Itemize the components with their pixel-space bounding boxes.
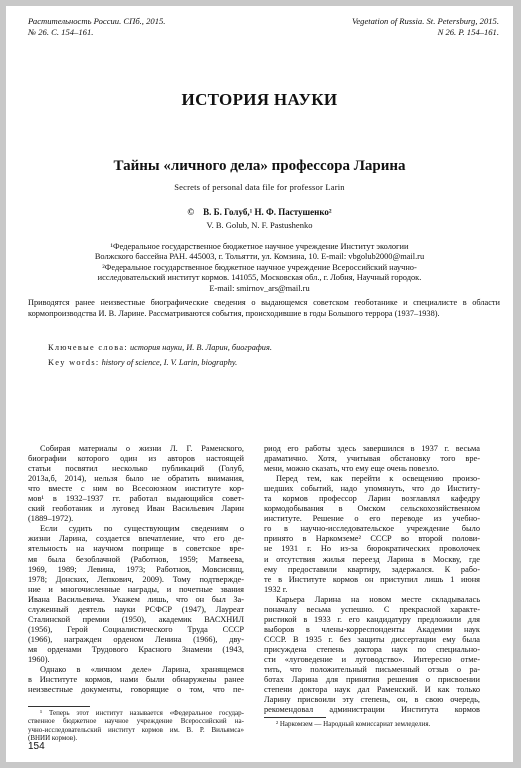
body-text-line: институте. Решение о его переводе из учебно- <box>264 514 480 524</box>
footnote-line: ственное бюджетное научное учреждение Всероссийский на- <box>28 717 244 726</box>
body-text-line: мени, можно сказать, что ему еще очень повезло. <box>264 464 439 474</box>
body-text-line: не 1931 г. Но из-за бюрократических проволочек <box>264 544 480 554</box>
body-text-line: СССР. В 1935 г. без защиты диссертации ему была <box>264 634 480 644</box>
body-text-line: мя орденами Трудового Красного Знамени (1943, <box>28 644 244 654</box>
body-text-line: сти «луговедение и луговодство». Интересно отме- <box>264 654 480 664</box>
body-text-line: го в научно-исследовательское учреждение было <box>264 524 480 534</box>
affiliations <box>46 242 473 294</box>
body-text-line: служенный деятель науки РСФСР (1947), Лауреат <box>28 604 244 614</box>
body-text-line: шедших событий, надо упомянуть, что до Институ- <box>264 484 480 494</box>
body-text-line: ему предоставили квартиру, задержался. К рабо- <box>264 564 480 574</box>
body-text-line: степени доктора наук дал Раменский. И как только <box>264 685 480 695</box>
body-text-line: тить, что положительный письменный отзыв о ра- <box>264 665 480 675</box>
body-text-line: Ларину присвоили эту степень, он, в свою очередь, <box>264 695 480 705</box>
body-text-line: 1960). <box>28 654 50 664</box>
body-text-line: рекомендовал администрации Института кормов <box>264 705 480 715</box>
authors-ru: В. Б. Голуб,¹ Н. Ф. Пастушенко² <box>203 207 332 217</box>
affiliation-email: E-mail: smirnov_ars@mail.ru <box>209 283 310 293</box>
body-text-line: ристикой в 1933 г. его кандидатуру предложили для <box>264 614 480 624</box>
body-text-line: что вместе с ним во Всесоюзном институте кор- <box>28 484 244 494</box>
body-text-line: (1889–1972). <box>28 514 74 524</box>
affiliation-line: исследовательский институт кормов. 141055, Московская обл., г. Лобня, Научный городок. <box>97 273 422 283</box>
article-title-en: Secrets of personal data file for professor Larin <box>174 182 345 192</box>
body-text-line: ние и многочисленные награды, и почетные звания <box>28 584 244 594</box>
body-text-line: мов¹ в 1932–1937 гг. работал выдающийся совет- <box>28 494 244 504</box>
issue-pages-en: N 26. P. 154–161. <box>437 27 499 37</box>
body-text-line: в Институте кормов, нами были обнаружены ранее <box>28 675 244 685</box>
page-number: 154 <box>28 741 45 752</box>
body-column-right <box>264 444 480 715</box>
body-text-line: драматично. Хотя, учитывая обстановку того вре- <box>264 454 480 464</box>
body-text-line: те в Институте кормов он приступил лишь 1 июня <box>264 574 480 584</box>
journal-name-en: Vegetation of Russia. St. Petersburg, 2015. <box>352 16 499 26</box>
body-text-line: ский геоботаник и луговед Иван Васильевич Ларин <box>28 504 244 514</box>
abstract: Приводятся ранее неизвестные биографические сведения о выдающемся советском геоботанике и специалисте в области кормопроизводства И. В. Ларине. Рассматриваются события, происходившие в годы Большого террора (1937–1938). <box>28 298 500 318</box>
keywords-ru-label: Ключевые слова: <box>48 343 128 352</box>
body-text-line: мя была безоблачной (Работнов, 1959; Матвеева, <box>28 554 244 564</box>
keywords-en <box>48 358 237 367</box>
body-text-line: неизвестные документы, говорящие о том, что пе- <box>28 685 244 695</box>
body-text-line: Если судить по существующим сведениям о <box>40 524 244 534</box>
body-text-line: кормодобывания в Омском сельскохозяйственном <box>264 504 480 514</box>
authors-en: V. B. Golub, N. F. Pastushenko <box>206 220 313 230</box>
body-text-line: и отсутствия жилья переезд Ларина в Москву, где <box>264 554 480 564</box>
body-text-line: биографии которого один из авторов настоящей <box>28 454 244 464</box>
keywords-en-value: history of science, I. V. Larin, biography. <box>101 358 238 367</box>
authors <box>6 207 513 217</box>
body-text-line: 1969, 1989; Левина, 1973; Работнов, Мовсисянц, <box>28 564 244 574</box>
body-text-line: Собирая материалы о жизни Л. Г. Раменского, <box>40 444 244 453</box>
keywords-ru <box>48 343 272 352</box>
footnote-rule-right <box>264 717 326 718</box>
keywords-en-label: Key words: <box>48 358 100 367</box>
footnote-left <box>28 709 244 743</box>
journal-page <box>6 6 513 762</box>
body-text-line: риод его работы здесь завершился в 1937 г. весьма <box>264 444 480 453</box>
issue-pages-ru: № 26. С. 154–161. <box>28 27 94 37</box>
running-header-right <box>352 16 499 38</box>
keywords-ru-value: история науки, И. В. Ларин, биография. <box>130 343 272 352</box>
copyright-sign: © <box>187 207 195 217</box>
footnote-line: ¹ Теперь этот институт называется «Федеральное государ- <box>40 709 244 717</box>
body-text-line: 1978; Донских, Лепкович, 2009). Тому подтвержде- <box>28 574 244 584</box>
body-text-line: Перед тем, как перейти к освещению произо- <box>276 474 480 484</box>
affiliation-line: Волжского бассейна РАН. 445003, г. Тольятти, ул. Комзина, 10. E-mail: vbgolub2000@mail.ru <box>94 252 425 262</box>
footnote-right <box>264 720 480 728</box>
footnote-line: ² Наркомзем — Народный комиссариат земледелия. <box>276 720 431 728</box>
journal-name-ru: Растительность России. СПб., 2015. <box>28 16 166 26</box>
section-title: ИСТОРИЯ НАУКИ <box>181 90 338 109</box>
body-text-line: Однако в «личном деле» Ларина, хранящемся <box>40 665 244 675</box>
body-text-line: 2013а,б, 2014), нельзя было не обратить внимания, <box>28 474 244 484</box>
running-header-left <box>28 16 165 38</box>
article-title: Тайны «личного дела» профессора Ларина <box>113 158 406 174</box>
body-text-line: Карьера Ларина на новом месте складывалась <box>276 594 480 604</box>
affiliation-line: ²Федеральное государственное бюджетное научное учреждение Всероссийский научно- <box>102 262 417 272</box>
body-text-line: Ивана Васильевича. Укажем лишь, что он был За- <box>28 594 244 604</box>
body-text-line: жизни Ларина, создается впечатление, что его де- <box>28 534 244 544</box>
body-column-left <box>28 444 244 695</box>
body-text-line: Сталинской премии (1950), академик ВАСХНИЛ <box>28 614 244 624</box>
footnote-line: учно-исследовательский институт кормов им. В. Р. Вильямса» <box>28 725 244 734</box>
footnote-rule-left <box>28 706 90 707</box>
body-text-line: принято в Наркомземе² СССР во второй полови- <box>264 534 480 544</box>
body-text-line: (1966), награжден орденом Ленина (1966), дву- <box>28 634 244 644</box>
body-text-line: ятельность на научном поприще в советское вре- <box>28 544 244 554</box>
body-text-line: ботах Ларина для принятия решения о присвоении <box>264 675 480 685</box>
body-text-line: 1932 г. <box>264 584 288 594</box>
affiliation-line: ¹Федеральное государственное бюджетное научное учреждение Институт экологии <box>110 242 409 251</box>
body-text-line: выборов в члены-корреспонденты Академии наук <box>264 624 480 634</box>
footnote-line: (ВНИИ кормов). <box>28 734 78 743</box>
body-text-line: поначалу весьма успешно. С прекрасной характе- <box>264 604 480 614</box>
body-text-line: (1956), Герой Социалистического Труда СССР <box>28 624 244 634</box>
body-text-line: статьи посвятил несколько публикаций (Голуб, <box>28 464 244 474</box>
body-text-line: присуждена степень доктора наук по специально- <box>264 644 480 654</box>
body-text-line: та кормов профессор Ларин возглавлял кафедру <box>264 494 480 504</box>
